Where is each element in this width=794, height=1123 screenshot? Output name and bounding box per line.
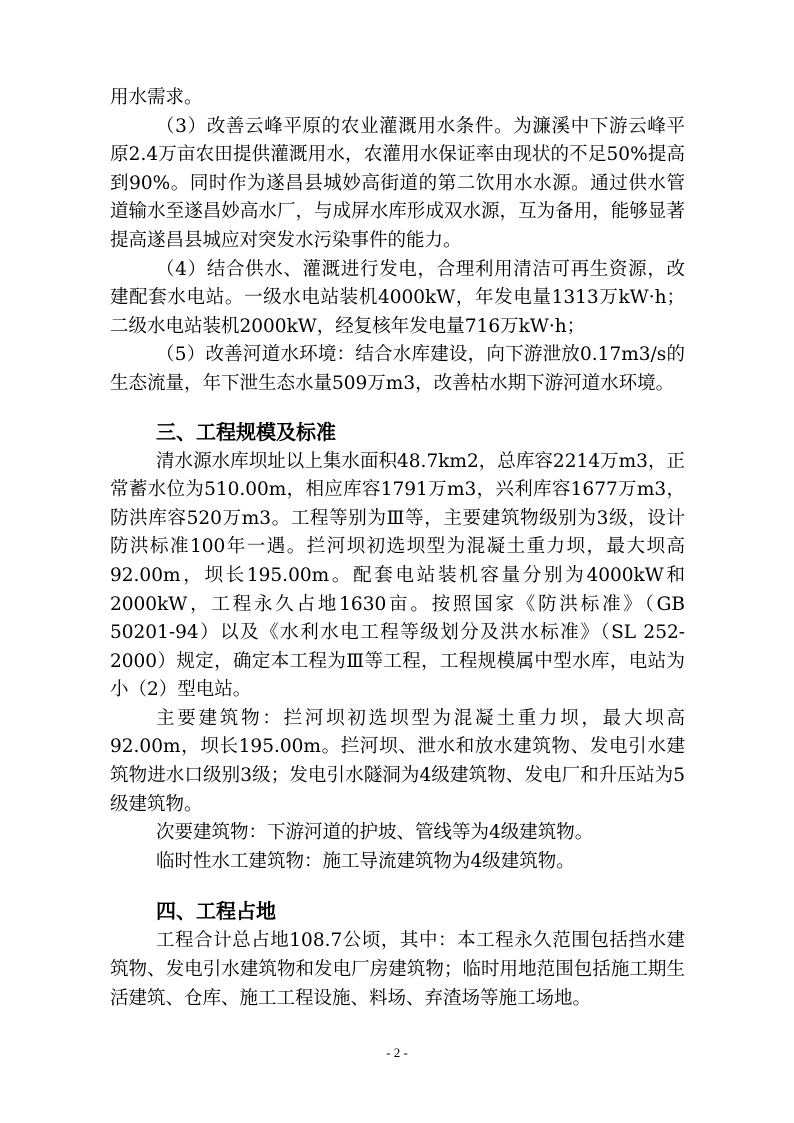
paragraph-main-structures: 主要建筑物：拦河坝初选坝型为混凝土重力坝，最大坝高92.00m，坝长195.00m。拦河坝、泄水和放水建筑物、发电引水建筑物进水口级别3级；发电引水隧洞为4级建筑物、发电厂和升压站为5级建筑物。 xyxy=(110,707,685,815)
section-land-use-heading-block xyxy=(110,897,685,925)
paragraph-land-use: 工程合计总占地108.7公顷，其中：本工程永久范围包括挡水建筑物、发电引水建筑物和发电厂房建筑物；临时用地范围包括施工期生活建筑、仓库、施工工程设施、料场、弃渣场等施工场地。 xyxy=(110,930,685,1009)
section-heading-land-use: 四、工程占地 xyxy=(156,899,276,924)
paragraph-power-generation: （4）结合供水、灌溉进行发电，合理利用清洁可再生资源，改建配套水电站。一级水电站装机4000kW，年发电量1313万kW·h；二级水电站装机2000kW，经复核年发电量716万kW·h； xyxy=(110,258,685,337)
paragraph-temporary-structures: 临时性水工建筑物：施工导流建筑物为4级建筑物。 xyxy=(156,850,575,872)
paragraph-secondary-structures: 次要建筑物：下游河道的护坡、管线等为4级建筑物。 xyxy=(156,822,594,844)
paragraph-water-demand-end: 用水需求。 xyxy=(110,87,203,108)
paragraph-river-environment: （5）改善河道水环境：结合水库建设，向下游泄放0.17m3/s的生态流量，年下泄生态水量509万m3，改善枯水期下游河道水环境。 xyxy=(110,344,685,394)
section-heading-scale-standards: 三、工程规模及标准 xyxy=(156,419,336,444)
page-body xyxy=(110,84,685,1013)
section-scale-standards-heading-block xyxy=(110,418,685,446)
paragraph-irrigation: （3）改善云峰平原的农业灌溉用水条件。为濂溪中下游云峰平原2.4万亩农田提供灌溉用水，农灌用水保证率由现状的不足50%提高到90%。同时作为遂昌县城妙高街道的第二饮用水水源。通过供水管道输水至遂昌妙高水厂，与成屏水库形成双水源，互为备用，能够显著提高遂昌县城应对突发水污染事件的能力。 xyxy=(110,115,685,251)
paragraph-reservoir-scale: 清水源水库坝址以上集水面积48.7km2，总库容2214万m3，正常蓄水位为510.00m，相应库容1791万m3，兴利库容1677万m3，防洪库容520万m3。工程等别为Ⅲ等，主要建筑物级别为3级，设计防洪标准100年一遇。拦河坝初选坝型为混凝土重力坝，最大坝高92.00m，坝长195.00m。配套电站装机容量分别为4000kW和2000kW，工程永久占地1630亩。按照国家《防洪标准》（GB 50201-94）以及《水利水电工程等级划分及洪水标准》（SL 252-2000）规定，确定本工程为Ⅲ等工程，工程规模属中型水库，电站为小（2）型电站。 xyxy=(110,450,685,701)
page-number: - 2 - xyxy=(386,1045,408,1060)
